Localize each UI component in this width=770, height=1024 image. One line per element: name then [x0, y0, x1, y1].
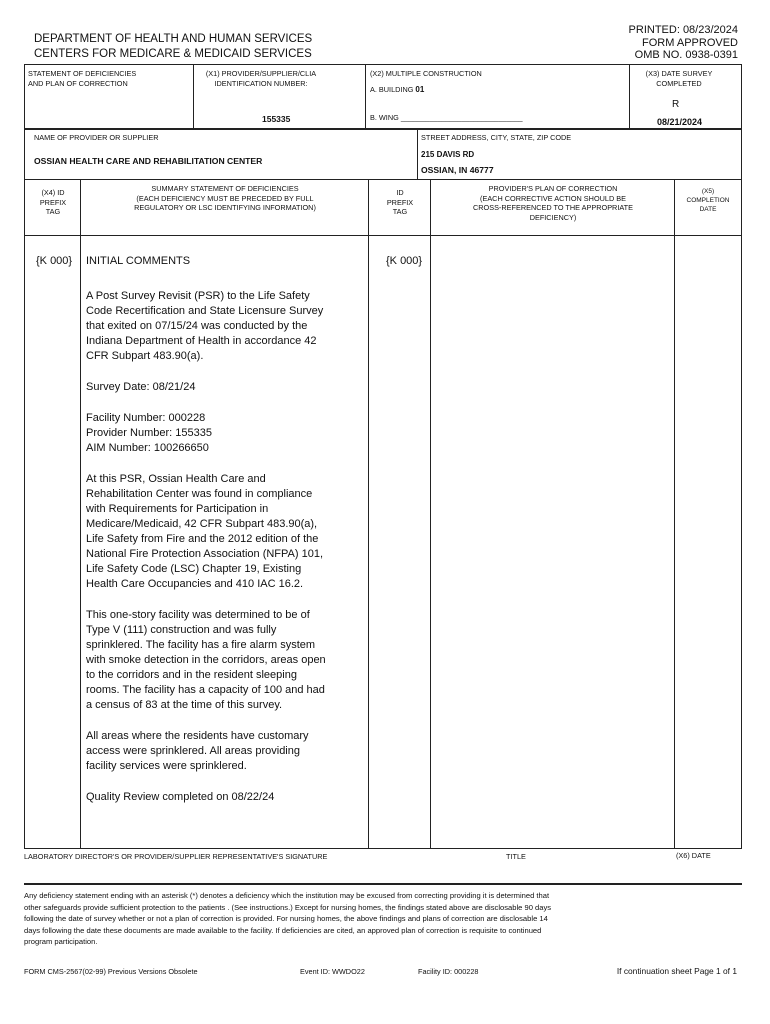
x4-header: (X4) ID PREFIX TAG: [39, 188, 67, 216]
facility-id: Facility ID: 000228: [418, 967, 479, 976]
continuation-page: If continuation sheet Page 1 of 1: [616, 966, 737, 976]
row2-bottom-border: [24, 179, 742, 180]
entry-paragraph: All areas where the residents have customary access were sprinklered. All areas providing facility services were sprinklered.: [86, 730, 309, 772]
provider-number: 155335: [262, 114, 291, 124]
divider-x1: [193, 64, 194, 128]
divider-x3: [629, 64, 630, 128]
entry-body: [86, 289, 366, 821]
form-info-header: [629, 24, 738, 62]
date-label: (X6) DATE: [676, 851, 711, 860]
address-street: 215 DAVIS RD: [421, 150, 475, 159]
agency-header: [34, 32, 312, 62]
form-number: FORM CMS-2567(02-99) Previous Versions Obsolete: [24, 967, 198, 976]
title-label: TITLE: [506, 852, 526, 861]
x3-code: R: [672, 99, 680, 110]
entry-paragraph: A Post Survey Revisit (PSR) to the Life Safety Code Recertification and State Licensure Survey that exited on 07/15/24 was conducted by the Indiana Department of Health in accordance 42 CFR Subpart 483.90(a).: [86, 290, 324, 362]
row1-bottom-border: [24, 128, 742, 130]
centers-name: CENTERS FOR MEDICARE & MEDICAID SERVICES: [34, 48, 312, 60]
wing-blank: ______________________________: [400, 113, 523, 122]
plan-header: PROVIDER'S PLAN OF CORRECTION (EACH CORRECTIVE ACTION SHOULD BE CROSS-REFERENCED TO THE APPROPRIATE DEFICIENCY): [472, 184, 634, 222]
x3-label: (X3) DATE SURVEY COMPLETED: [645, 69, 713, 88]
divider-x2: [365, 64, 366, 128]
survey-completed-date: 08/21/2024: [657, 117, 703, 127]
divider-tag-left: [80, 179, 81, 848]
entry-paragraph: This one-story facility was determined to be of Type V (111) construction and was fully sprinklered. The facility has a fire alarm system with smoke detection in the corridors, areas open to the corridors and in the resident sleeping rooms. The facility has a capacity of 100 and had a census of 83 at the time of this survey.: [86, 609, 326, 711]
provider-name-label: NAME OF PROVIDER OR SUPPLIER: [34, 133, 159, 142]
divider-tag-right: [430, 179, 431, 848]
divider-address: [417, 128, 418, 179]
body-bottom-border: [24, 848, 742, 849]
address-label: STREET ADDRESS, CITY, STATE, ZIP CODE: [421, 133, 572, 142]
department-name: DEPARTMENT OF HEALTH AND HUMAN SERVICES: [34, 33, 313, 45]
x2-label: (X2) MULTIPLE CONSTRUCTION: [370, 69, 482, 78]
entry-paragraph: Survey Date: 08/21/24: [86, 381, 196, 393]
divider-plan: [674, 179, 675, 848]
wing-field: B. WING ______________________________: [370, 113, 523, 122]
header-row-bottom-border: [24, 235, 742, 236]
x1-label: (X1) PROVIDER/SUPPLIER/CLIA IDENTIFICATION NUMBER:: [205, 69, 317, 88]
building-value: 01: [415, 85, 425, 94]
table-right-border: [741, 64, 742, 848]
entry-title: INITIAL COMMENTS: [86, 255, 191, 267]
printed-date: PRINTED: 08/23/2024: [628, 24, 738, 36]
statement-label: STATEMENT OF DEFICIENCIES AND PLAN OF CORRECTION: [28, 69, 137, 88]
entry-paragraph: At this PSR, Ossian Health Care and Rehabilitation Center was found in compliance with Requirements for Participation in Medicare/Medicaid, 42 CFR Subpart 483.90(a), Life Safety from Fire and the 2012 edition of the National Fire Protection Association (NFPA) 101, Life Safety Code (LSC) Chapter 19, Existing Health Care Occupancies and 410 IAC 16.2.: [86, 473, 324, 590]
event-id: Event ID: WWDO22: [300, 967, 365, 976]
table-top-border: [24, 64, 742, 65]
building-field: A. BUILDING 01: [370, 85, 425, 94]
omb-number: OMB NO. 0938-0391: [634, 49, 738, 61]
address-city: OSSIAN, IN 46777: [421, 165, 494, 175]
tag-right: {K 000}: [386, 255, 423, 267]
tag-left: {K 000}: [36, 255, 73, 267]
provider-name: OSSIAN HEALTH CARE AND REHABILITATION CENTER: [34, 156, 263, 166]
x5-header: (X5) COMPLETION DATE: [686, 188, 730, 213]
entry-paragraph: Facility Number: 000228 Provider Number: 155335 AIM Number: 100266650: [86, 412, 212, 454]
form-approved: FORM APPROVED: [642, 36, 738, 49]
signature-label: LABORATORY DIRECTOR'S OR PROVIDER/SUPPLIER REPRESENTATIVE'S SIGNATURE: [24, 852, 328, 861]
disclaimer-text: Any deficiency statement ending with an asterisk (*) denotes a deficiency which the institution may be excused from correcting providing it is determined that other safeguards provide sufficient protection to the patients . (See instructions.) Except for nursing homes, the findings stated above are disclosable 90 days following the date of survey whether or not a plan of correction is provided. For nursing homes, the above findings and plans of correction are disclosable 14 days following the date these documents are made available to the facility. If deficiencies are cited, an approved plan of correction is requisite to continued program participation.: [24, 891, 552, 947]
id-header: ID PREFIX TAG: [386, 188, 414, 216]
summary-header: SUMMARY STATEMENT OF DEFICIENCIES (EACH DEFICIENCY MUST BE PRECEDED BY FULL REGULATORY OR LSC IDENTIFYING INFORMATION): [134, 184, 316, 212]
entry-paragraph: Quality Review completed on 08/22/24: [86, 791, 275, 803]
table-left-border: [24, 64, 25, 848]
divider-summary: [368, 179, 369, 848]
signature-bottom-border: [24, 883, 742, 885]
